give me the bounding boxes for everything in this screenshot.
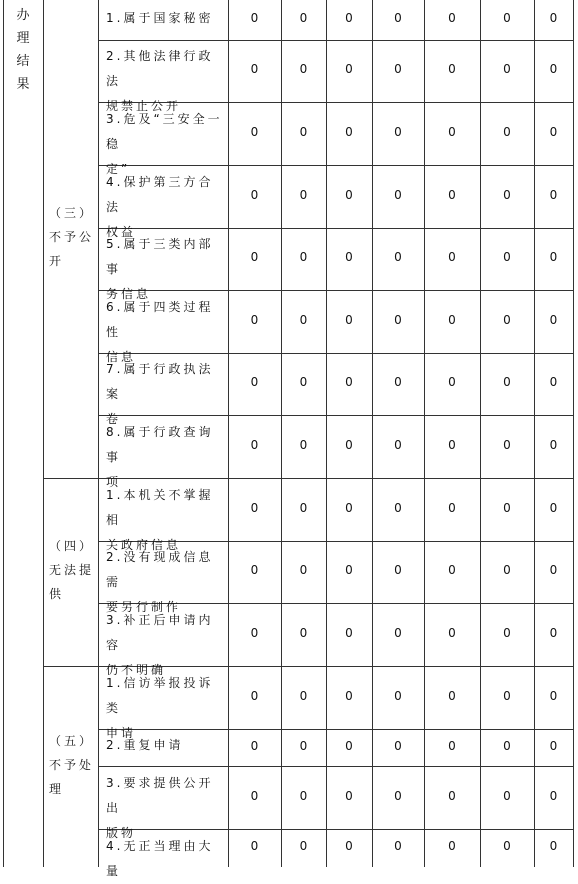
value-cell: 0 [448, 563, 456, 577]
value-cell: 0 [299, 563, 308, 577]
row-label: 4.保护第三方合法 权益 [106, 174, 214, 239]
value-cell: 0 [394, 187, 402, 202]
value-cell: 0 [345, 124, 353, 139]
value-cell: 0 [394, 437, 402, 452]
value-cell: 0 [503, 375, 511, 389]
row-label: 2.重复申请 [106, 738, 184, 752]
row-label: 2.没有现成信息需 要另行制作 [106, 550, 214, 614]
grid-vline [424, 0, 425, 867]
value-cell: 0 [250, 375, 259, 389]
value-cell: 0 [503, 738, 511, 753]
value-cell: 0 [394, 124, 402, 139]
value-cell: 0 [448, 839, 456, 853]
category-label: （四） 无法提 供 [49, 539, 95, 601]
value-cell: 0 [345, 500, 353, 515]
value-cell: 0 [549, 839, 558, 853]
row-label: 5.属于三类内部事 务信息 [106, 237, 214, 301]
value-cell: 0 [250, 788, 259, 803]
value-cell: 0 [448, 124, 456, 139]
value-cell: 0 [299, 500, 308, 515]
value-cell: 0 [549, 688, 558, 703]
value-cell: 0 [503, 250, 511, 264]
value-cell: 0 [448, 437, 456, 452]
value-cell: 0 [299, 250, 308, 264]
value-cell: 0 [448, 738, 456, 753]
grid-hline [98, 766, 574, 767]
value-cell: 0 [345, 437, 353, 452]
grid-vline [281, 0, 282, 867]
category-label: （三） 不予公 开 [49, 206, 95, 268]
value-cell: 0 [250, 738, 259, 753]
value-cell: 0 [250, 187, 259, 202]
value-cell: 0 [394, 688, 402, 703]
value-cell: 0 [250, 124, 259, 139]
value-cell: 0 [503, 563, 511, 577]
value-cell: 0 [394, 250, 402, 264]
value-cell: 0 [549, 437, 558, 452]
value-cell: 0 [345, 738, 353, 753]
value-cell: 0 [448, 688, 456, 703]
value-cell: 0 [448, 11, 456, 25]
value-cell: 0 [299, 375, 308, 389]
value-cell: 0 [448, 500, 456, 515]
value-cell: 0 [503, 312, 511, 327]
row-label: 3.补正后申请内容 仍不明确 [106, 612, 214, 677]
section-label: 办理结果 [16, 8, 30, 92]
row-label: 4.无正当理由大量 [106, 838, 214, 878]
value-cell: 0 [299, 625, 308, 640]
value-cell: 0 [345, 839, 353, 853]
value-cell: 0 [394, 500, 402, 515]
value-cell: 0 [503, 625, 511, 640]
value-cell: 0 [250, 312, 259, 327]
value-cell: 0 [345, 625, 353, 640]
row-label: 3.要求提供公开出 版物 [106, 775, 214, 840]
value-cell: 0 [299, 11, 308, 25]
grid-hline [98, 40, 574, 41]
value-cell: 0 [549, 250, 558, 264]
grid-vline [98, 0, 99, 867]
value-cell: 0 [250, 563, 259, 577]
value-cell: 0 [250, 500, 259, 515]
grid-vline [326, 0, 327, 867]
value-cell: 0 [549, 312, 558, 327]
value-cell: 0 [345, 312, 353, 327]
value-cell: 0 [503, 124, 511, 139]
value-cell: 0 [549, 563, 558, 577]
value-cell: 0 [549, 788, 558, 803]
value-cell: 0 [345, 688, 353, 703]
value-cell: 0 [250, 437, 259, 452]
grid-vline [480, 0, 481, 867]
value-cell: 0 [394, 312, 402, 327]
value-cell: 0 [448, 250, 456, 264]
value-cell: 0 [299, 62, 308, 76]
row-label: 6.属于四类过程性 信息 [106, 299, 214, 364]
row-label: 1.属于国家秘密 [106, 10, 214, 25]
value-cell: 0 [394, 738, 402, 753]
value-cell: 0 [549, 187, 558, 202]
value-cell: 0 [345, 187, 353, 202]
value-cell: 0 [549, 11, 558, 25]
value-cell: 0 [448, 312, 456, 327]
grid-vline [372, 0, 373, 867]
value-cell: 0 [250, 250, 259, 264]
value-cell: 0 [549, 124, 558, 139]
row-label: 2.其他法律行政法 规禁止公开 [106, 49, 214, 113]
row-label: 8.属于行政查询事 项 [106, 424, 214, 489]
value-cell: 0 [448, 788, 456, 803]
value-cell: 0 [549, 500, 558, 515]
value-cell: 0 [503, 500, 511, 515]
value-cell: 0 [549, 375, 558, 389]
value-cell: 0 [448, 625, 456, 640]
value-cell: 0 [394, 625, 402, 640]
value-cell: 0 [394, 839, 402, 853]
value-cell: 0 [448, 187, 456, 202]
value-cell: 0 [549, 62, 558, 76]
value-cell: 0 [549, 625, 558, 640]
row-label: 7.属于行政执法案 卷 [106, 362, 214, 426]
row-label: 3.危及“三安全一稳 定” [106, 111, 223, 176]
value-cell: 0 [299, 124, 308, 139]
value-cell: 0 [503, 839, 511, 853]
grid-vline [573, 0, 574, 867]
value-cell: 0 [345, 788, 353, 803]
value-cell: 0 [503, 187, 511, 202]
value-cell: 0 [345, 563, 353, 577]
value-cell: 0 [299, 738, 308, 753]
value-cell: 0 [250, 839, 259, 853]
value-cell: 0 [503, 788, 511, 803]
value-cell: 0 [503, 437, 511, 452]
category-label: （五） 不予处 理 [49, 733, 95, 796]
value-cell: 0 [394, 788, 402, 803]
value-cell: 0 [394, 375, 402, 389]
value-cell: 0 [394, 563, 402, 577]
value-cell: 0 [345, 11, 353, 25]
value-cell: 0 [503, 11, 511, 25]
value-cell: 0 [345, 375, 353, 389]
grid-vline [228, 0, 229, 867]
row-label: 1.信访举报投诉类 申请 [106, 675, 214, 740]
row-label: 1.本机关不掌握相 关政府信息 [106, 487, 214, 552]
grid-vline [534, 0, 535, 867]
value-cell: 0 [299, 187, 308, 202]
value-cell: 0 [448, 62, 456, 76]
disclosure-result-table [3, 0, 573, 878]
value-cell: 0 [503, 62, 511, 76]
grid-vline [43, 0, 44, 867]
value-cell: 0 [250, 625, 259, 640]
value-cell: 0 [394, 11, 402, 25]
value-cell: 0 [394, 62, 402, 76]
value-cell: 0 [503, 688, 511, 703]
value-cell: 0 [345, 250, 353, 264]
value-cell: 0 [250, 688, 259, 703]
value-cell: 0 [345, 62, 353, 76]
value-cell: 0 [250, 62, 259, 76]
value-cell: 0 [299, 839, 308, 853]
value-cell: 0 [299, 788, 308, 803]
value-cell: 0 [299, 437, 308, 452]
value-cell: 0 [549, 738, 558, 753]
value-cell: 0 [448, 375, 456, 389]
value-cell: 0 [250, 11, 259, 25]
grid-vline [3, 0, 4, 867]
value-cell: 0 [299, 688, 308, 703]
value-cell: 0 [299, 312, 308, 327]
